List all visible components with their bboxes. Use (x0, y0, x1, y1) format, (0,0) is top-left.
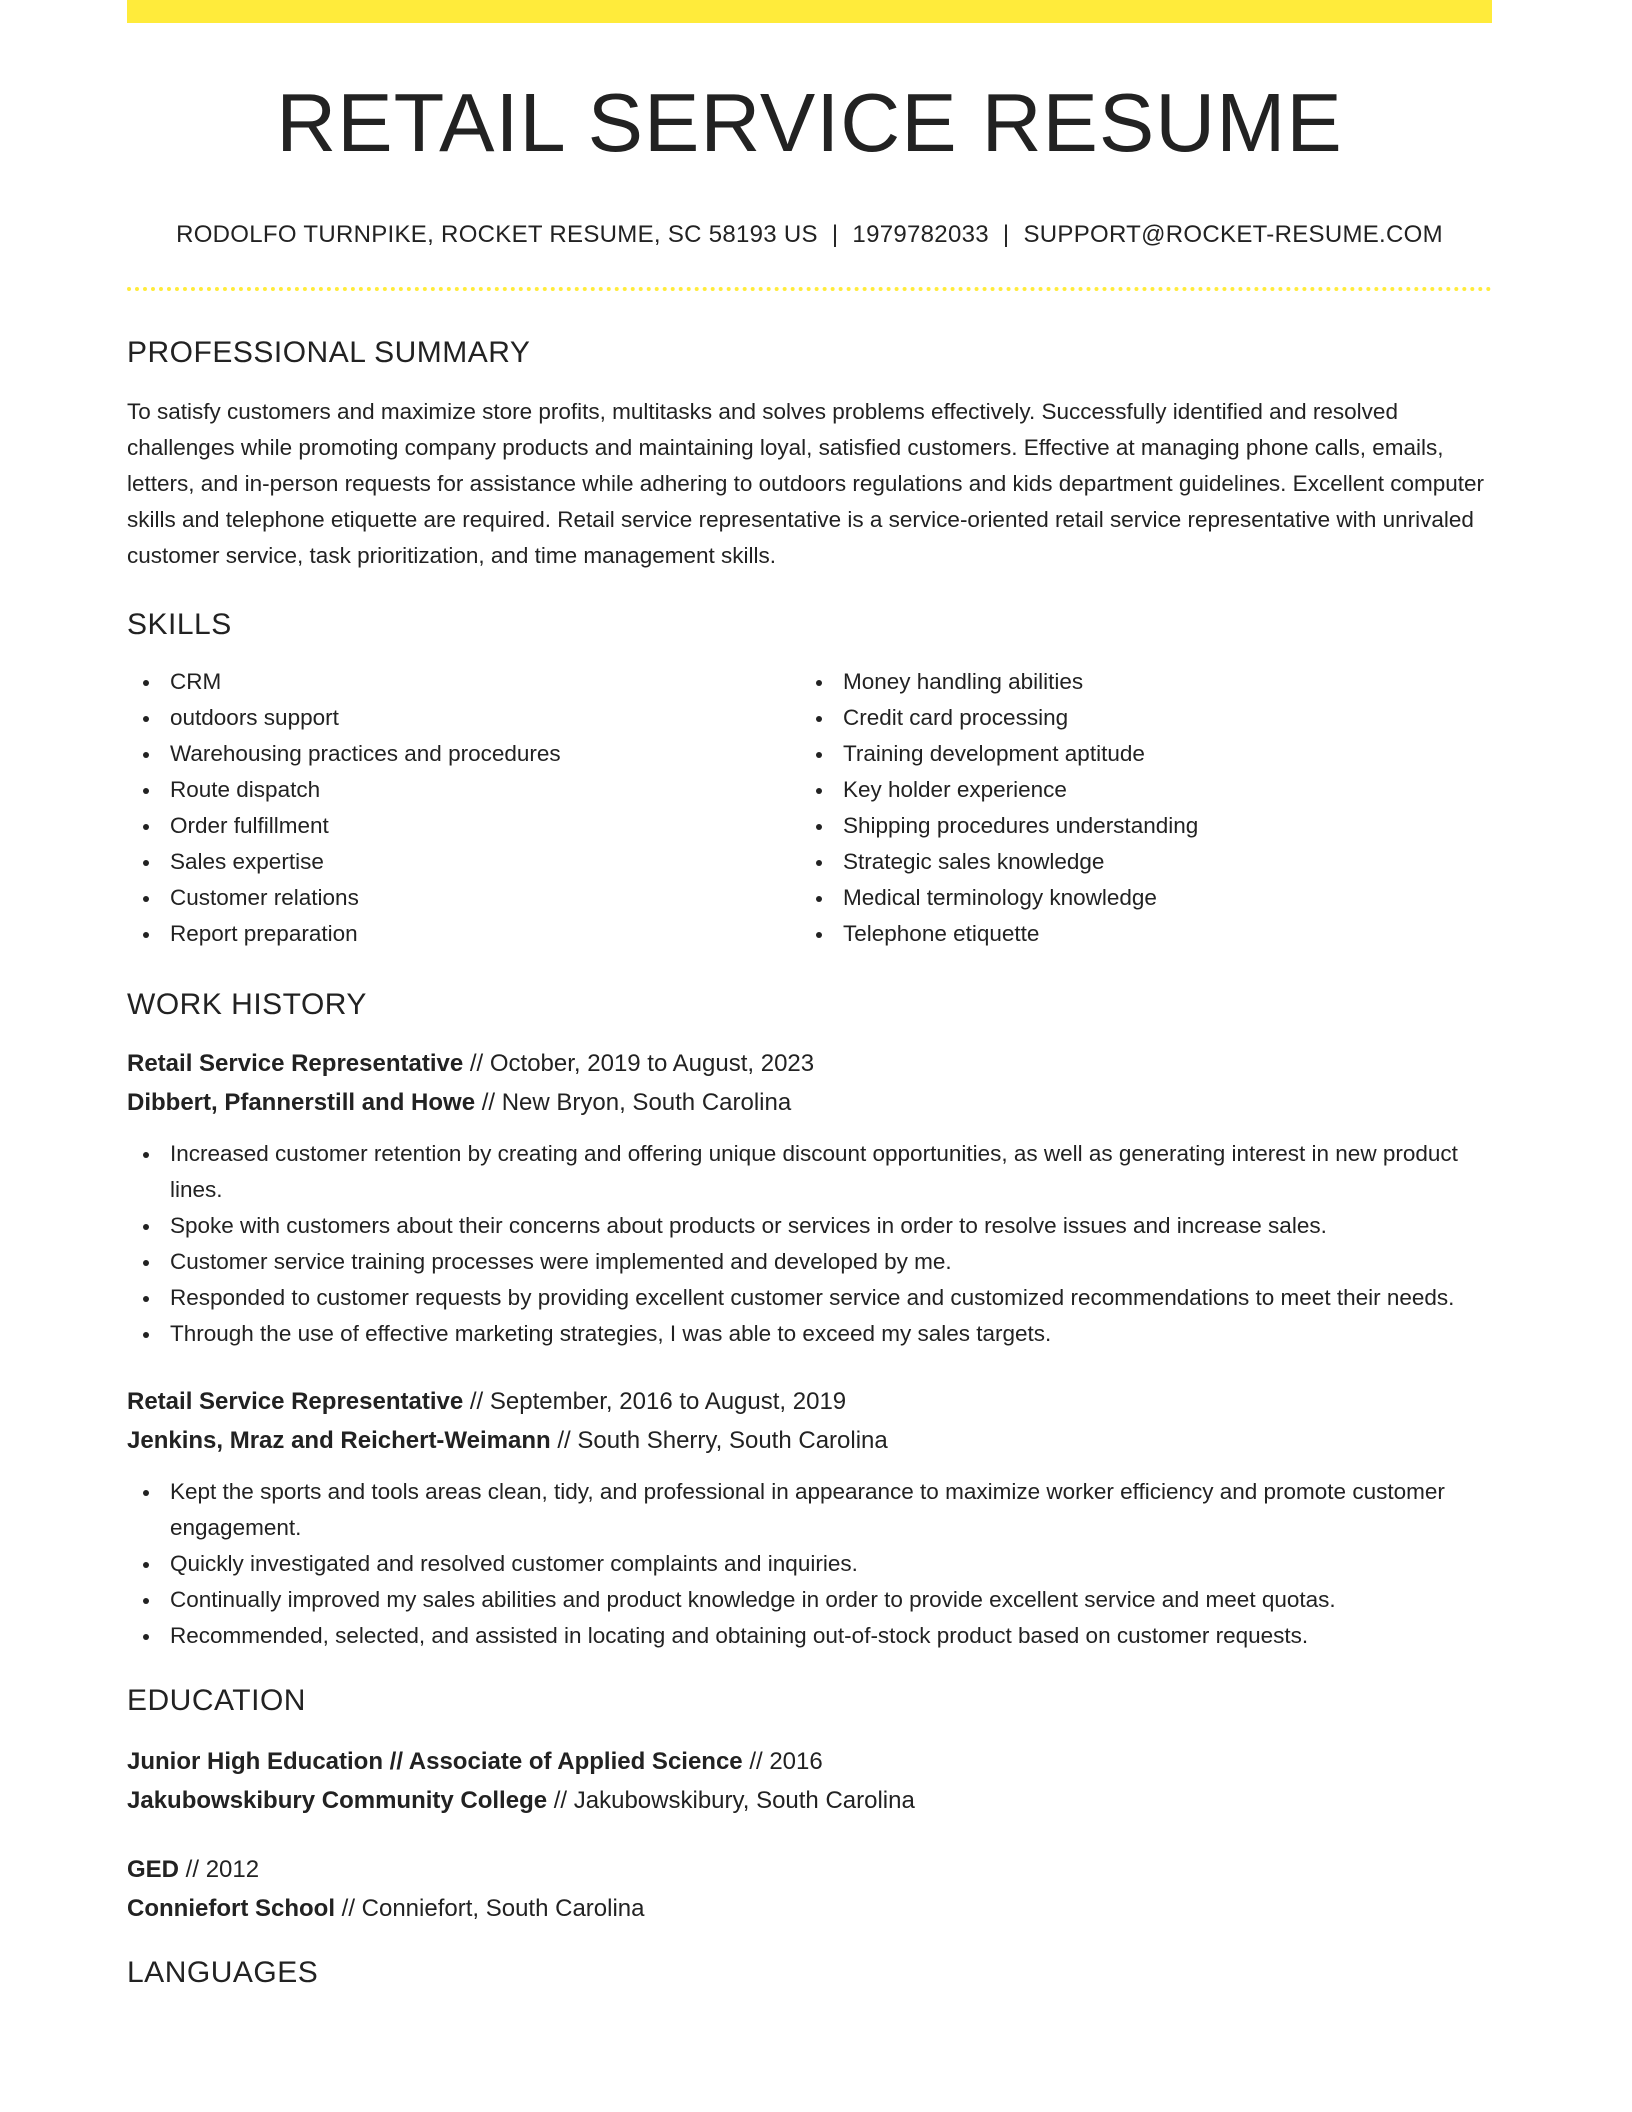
education-school: Jakubowskibury Community College (127, 1787, 548, 1814)
education-degree: Junior High Education // Associate of Applied Science (127, 1748, 743, 1775)
job-entry (127, 1044, 1492, 1352)
job-entry (127, 1382, 1492, 1654)
skill-item: outdoors support (127, 700, 800, 736)
contact-address: RODOLFO TURNPIKE, ROCKET RESUME, SC 58193 US (176, 221, 818, 248)
education-location: // Jakubowskibury, South Carolina (547, 1787, 915, 1814)
job-bullet: Recommended, selected, and assisted in locating and obtaining out-of-stock product based on customer requests. (127, 1618, 1492, 1654)
job-bullet: Increased customer retention by creating and offering unique discount opportunities, as well as generating interest in new product lines. (127, 1136, 1492, 1208)
skill-item: CRM (127, 664, 800, 700)
skill-item: Warehousing practices and procedures (127, 736, 800, 772)
education-school-line (127, 1781, 1492, 1820)
job-bullet: Quickly investigated and resolved customer complaints and inquiries. (127, 1546, 1492, 1582)
job-company-line (127, 1421, 1492, 1460)
job-dates: // September, 2016 to August, 2019 (463, 1388, 847, 1415)
job-bullet: Customer service training processes were implemented and developed by me. (127, 1244, 1492, 1280)
education-entry (127, 1742, 1492, 1820)
skills-heading: SKILLS (127, 608, 232, 641)
contact-separator: | (1002, 221, 1010, 248)
job-bullets (127, 1136, 1492, 1352)
skill-item: Shipping procedures understanding (800, 808, 1473, 844)
work-history-heading: WORK HISTORY (127, 988, 367, 1021)
skill-item: Customer relations (127, 880, 800, 916)
skill-item: Report preparation (127, 916, 800, 952)
resume-title: RETAIL SERVICE RESUME (276, 76, 1343, 169)
skill-item: Key holder experience (800, 772, 1473, 808)
job-bullet: Through the use of effective marketing strategies, I was able to exceed my sales targets. (127, 1316, 1492, 1352)
contact-line (127, 223, 1492, 247)
skill-item: Sales expertise (127, 844, 800, 880)
skill-item: Training development aptitude (800, 736, 1473, 772)
job-bullets (127, 1474, 1492, 1654)
languages-heading: LANGUAGES (127, 1956, 319, 1989)
job-company: Jenkins, Mraz and Reichert-Weimann (127, 1427, 551, 1454)
education-school: Conniefort School (127, 1895, 335, 1922)
education-degree-line (127, 1850, 1492, 1889)
resume-page (127, 0, 1492, 1988)
skill-item: Strategic sales knowledge (800, 844, 1473, 880)
education-year: // 2016 (742, 1748, 823, 1775)
skill-item: Money handling abilities (800, 664, 1473, 700)
education-year: // 2012 (179, 1856, 260, 1883)
contact-separator: | (831, 221, 839, 248)
job-bullet: Responded to customer requests by providing excellent customer service and customized recommendations to meet their needs. (127, 1280, 1492, 1316)
education-degree: GED (127, 1856, 180, 1883)
job-title-line (127, 1382, 1492, 1421)
education-degree-line (127, 1742, 1492, 1781)
skill-item: Route dispatch (127, 772, 800, 808)
job-company: Dibbert, Pfannerstill and Howe (127, 1089, 476, 1116)
education-entry (127, 1850, 1492, 1928)
dotted-divider (127, 287, 1492, 291)
job-company-line (127, 1083, 1492, 1122)
skill-item: Telephone etiquette (800, 916, 1473, 952)
job-location: // South Sherry, South Carolina (550, 1427, 888, 1454)
skill-item: Order fulfillment (127, 808, 800, 844)
skill-item: Medical terminology knowledge (800, 880, 1473, 916)
summary-heading: PROFESSIONAL SUMMARY (127, 336, 531, 369)
skill-item: Credit card processing (800, 700, 1473, 736)
job-dates: // October, 2019 to August, 2023 (463, 1050, 815, 1077)
skills-column-right (800, 664, 1473, 952)
job-title: Retail Service Representative (127, 1388, 464, 1415)
job-bullet: Spoke with customers about their concerns about products or services in order to resolve issues and increase sales. (127, 1208, 1492, 1244)
job-location: // New Bryon, South Carolina (475, 1089, 792, 1116)
job-bullet: Kept the sports and tools areas clean, tidy, and professional in appearance to maximize worker efficiency and promote customer engagement. (127, 1474, 1492, 1546)
job-title-line (127, 1044, 1492, 1083)
education-school-line (127, 1889, 1492, 1928)
job-bullet: Continually improved my sales abilities and product knowledge in order to provide excellent service and meet quotas. (127, 1582, 1492, 1618)
accent-top-bar (127, 0, 1492, 23)
education-location: // Conniefort, South Carolina (334, 1895, 645, 1922)
skills-column-left (127, 664, 800, 952)
education-heading: EDUCATION (127, 1684, 306, 1717)
skills-grid (127, 664, 1492, 952)
contact-email: SUPPORT@ROCKET-RESUME.COM (1023, 221, 1443, 248)
job-title: Retail Service Representative (127, 1050, 464, 1077)
summary-text: To satisfy customers and maximize store profits, multitasks and solves problems effectively. Successfully identified and resolved challenges while promoting company products and maintaining loyal, satisfied customers. Effective at managing phone calls, emails, letters, and in-person requests for assistance while adhering to outdoors regulations and kids department guidelines. Excellent computer skills and telephone etiquette are required. Retail service representative is a service-oriented retail service representative with unrivaled customer service, task prioritization, and time management skills. (127, 399, 1485, 568)
contact-phone: 1979782033 (852, 221, 989, 248)
